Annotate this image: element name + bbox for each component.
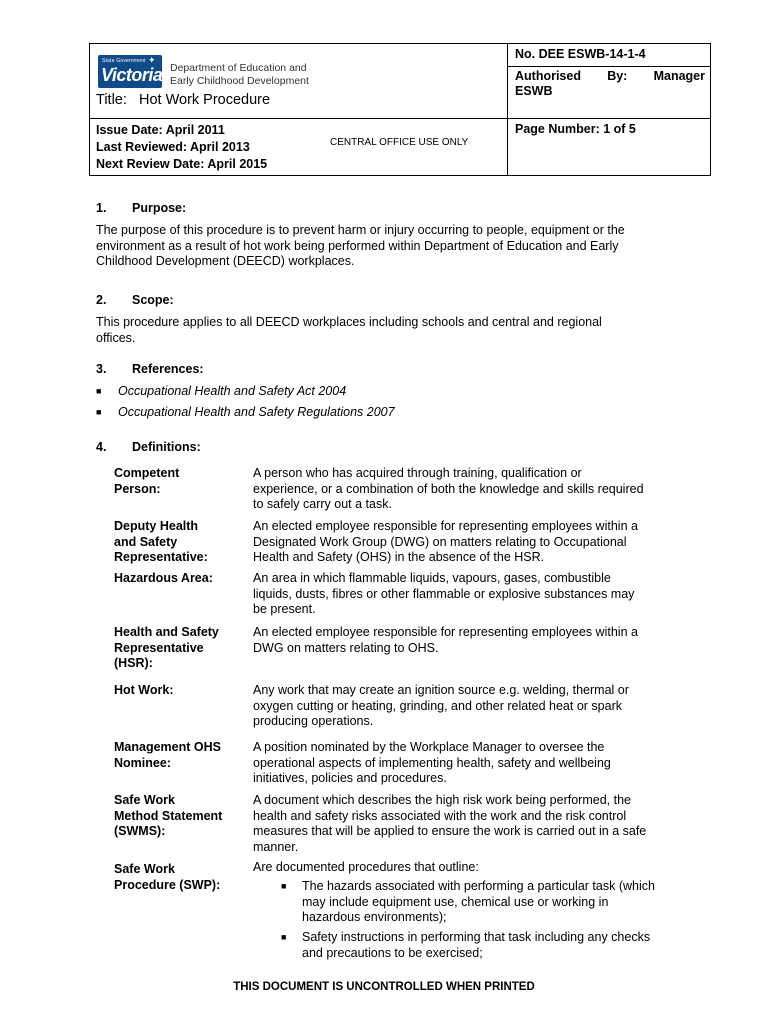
section-title: Scope: <box>132 293 174 307</box>
term-line: (HSR): <box>114 656 153 670</box>
victoria-logo-badge <box>98 55 162 88</box>
def-line: to safely carry out a task. <box>253 497 392 511</box>
southern-cross-icon: ✦ <box>148 55 156 65</box>
section-number: 3. <box>96 362 107 376</box>
authorised-label: Authorised <box>515 69 581 83</box>
bullet-icon: ■ <box>96 407 102 417</box>
purpose-line: environment as a result of hot work being performed within Department of Education and Early <box>96 238 619 253</box>
definition-text <box>253 860 702 876</box>
scope-paragraph <box>96 315 702 346</box>
def-line: experience, or a combination of both the knowledge and skills required <box>253 481 644 496</box>
term-line: (SWMS): <box>114 824 166 838</box>
def-line: be present. <box>253 602 316 616</box>
header-divider-right <box>507 66 710 67</box>
logo-small-text: State Government <box>102 58 146 64</box>
def-line: producing operations. <box>253 714 374 728</box>
term-line: Competent <box>114 466 180 480</box>
def-line: A document which describes the high risk work being performed, the <box>253 793 631 807</box>
definition-text <box>253 740 702 787</box>
def-line: An elected employee responsible for representing employees within a <box>253 519 638 533</box>
def-line: liquids, dusts, fibres or other flammable or explosive substances may <box>253 586 635 601</box>
uncontrolled-notice: THIS DOCUMENT IS UNCONTROLLED WHEN PRINTED <box>233 981 535 993</box>
sub-bullet-line: may include equipment use, chemical use or working in <box>302 894 609 909</box>
def-line: operational aspects of implementing health, safety and wellbeing <box>253 755 611 770</box>
def-line: oxygen cutting or heating, grinding, and other related heat or spark <box>253 698 622 713</box>
definition-term <box>114 466 249 497</box>
def-line: A person who has acquired through training, qualification or <box>253 466 582 480</box>
def-line: manner. <box>253 839 299 854</box>
document-number: No. DEE ESWB-14-1-4 <box>515 47 646 61</box>
central-office-label: CENTRAL OFFICE USE ONLY <box>330 137 469 148</box>
department-name-line1: Department of Education and <box>170 62 307 74</box>
department-name-line2: Early Childhood Development <box>170 75 309 87</box>
definition-term <box>114 625 249 672</box>
def-line: Designated Work Group (DWG) on matters relating to Occupational <box>253 534 627 549</box>
purpose-paragraph <box>96 223 702 270</box>
reference-item <box>96 384 346 398</box>
scope-line: This procedure applies to all DEECD workplaces including schools and central and regional <box>96 315 602 329</box>
authorised-unit: ESWB <box>515 84 553 98</box>
definition-text <box>253 625 702 656</box>
scope-line: offices. <box>96 330 136 345</box>
term-line: and Safety <box>114 534 178 549</box>
def-line: measures that will be applied to ensure the work is carried out in a safe <box>253 824 647 838</box>
bullet-icon: ■ <box>281 881 287 891</box>
term-line: Representative: <box>114 550 208 564</box>
authorised-by-line <box>515 69 705 83</box>
section-title: Definitions: <box>132 440 201 454</box>
sub-bullet-line: Safety instructions in performing that task including any checks <box>302 930 651 944</box>
def-line: Any work that may create an ignition source e.g. welding, thermal or <box>253 683 629 697</box>
term-line: Method Statement <box>114 808 223 823</box>
def-line: Health and Safety (OHS) in the absence of the HSR. <box>253 550 545 564</box>
definition-term <box>114 793 249 840</box>
sub-bullet-text <box>302 930 702 961</box>
def-line: Are documented procedures that outline: <box>253 860 479 874</box>
section-number: 1. <box>96 201 107 215</box>
section-heading-references <box>96 362 204 376</box>
authorised-manager: Manager <box>653 69 705 83</box>
def-line: A position nominated by the Workplace Manager to oversee the <box>253 740 605 754</box>
definition-text <box>253 571 702 618</box>
issue-date: Issue Date: April 2011 <box>96 123 225 137</box>
term-line: Procedure (SWP): <box>114 877 221 892</box>
bullet-icon: ■ <box>281 932 287 942</box>
authorised-by-label: By: <box>607 69 628 83</box>
last-reviewed-date: Last Reviewed: April 2013 <box>96 140 250 154</box>
department-logo <box>98 52 310 90</box>
title-text: Hot Work Procedure <box>138 92 271 108</box>
document-title <box>96 92 270 108</box>
def-line: An area in which flammable liquids, vapours, gases, combustible <box>253 571 611 585</box>
term-line: Safe Work <box>114 793 175 807</box>
sub-bullet-text <box>302 879 702 926</box>
reference-text: Occupational Health and Safety Regulations 2007 <box>118 405 395 419</box>
definition-term <box>114 740 249 771</box>
def-line: An elected employee responsible for representing employees within a <box>253 625 638 639</box>
term-line: Person: <box>114 481 161 496</box>
term-line: Health and Safety <box>114 625 219 639</box>
section-title: References: <box>132 362 204 376</box>
sub-bullet-line: hazardous environments); <box>302 910 447 924</box>
term-line: Safe Work <box>114 862 175 876</box>
term-line: Hot Work: <box>114 683 174 697</box>
section-title: Purpose: <box>132 201 187 215</box>
sub-bullet-line: and precautions to be exercised; <box>302 945 483 960</box>
purpose-line: Childhood Development (DEECD) workplaces. <box>96 254 355 268</box>
title-label: Title: <box>96 92 127 108</box>
next-review-date: Next Review Date: April 2015 <box>96 157 268 171</box>
section-number: 2. <box>96 293 107 307</box>
definition-term <box>114 571 249 587</box>
definition-text <box>253 519 702 566</box>
section-heading-scope <box>96 293 174 307</box>
bullet-icon: ■ <box>96 386 102 396</box>
section-number: 4. <box>96 440 107 454</box>
def-line: initiatives, policies and procedures. <box>253 771 447 785</box>
purpose-line: The purpose of this procedure is to prevent harm or injury occurring to people, equipment or the <box>96 223 625 237</box>
reference-text: Occupational Health and Safety Act 2004 <box>118 384 347 398</box>
term-line: Representative <box>114 640 204 655</box>
header-divider-vertical <box>507 44 508 175</box>
definition-text <box>253 683 702 730</box>
section-heading-purpose <box>96 201 186 215</box>
term-line: Nominee: <box>114 755 171 770</box>
definition-term <box>114 683 249 699</box>
reference-item <box>96 405 395 419</box>
header-table <box>89 43 711 176</box>
sub-bullet-line: The hazards associated with performing a particular task (which <box>302 879 655 893</box>
logo-big-text: Victoria <box>101 65 163 85</box>
def-line: health and safety risks associated with the work and the risk control <box>253 808 627 823</box>
definition-text <box>253 466 702 513</box>
def-line: DWG on matters relating to OHS. <box>253 640 439 655</box>
term-line: Management OHS <box>114 740 221 754</box>
header-divider-horizontal <box>90 118 710 119</box>
definition-text <box>253 793 702 855</box>
term-line: Deputy Health <box>114 519 199 533</box>
definition-term <box>114 519 249 566</box>
definition-term <box>114 862 249 893</box>
term-line: Hazardous Area: <box>114 571 213 585</box>
section-heading-definitions <box>96 440 201 454</box>
page-number: Page Number: 1 of 5 <box>515 122 636 136</box>
